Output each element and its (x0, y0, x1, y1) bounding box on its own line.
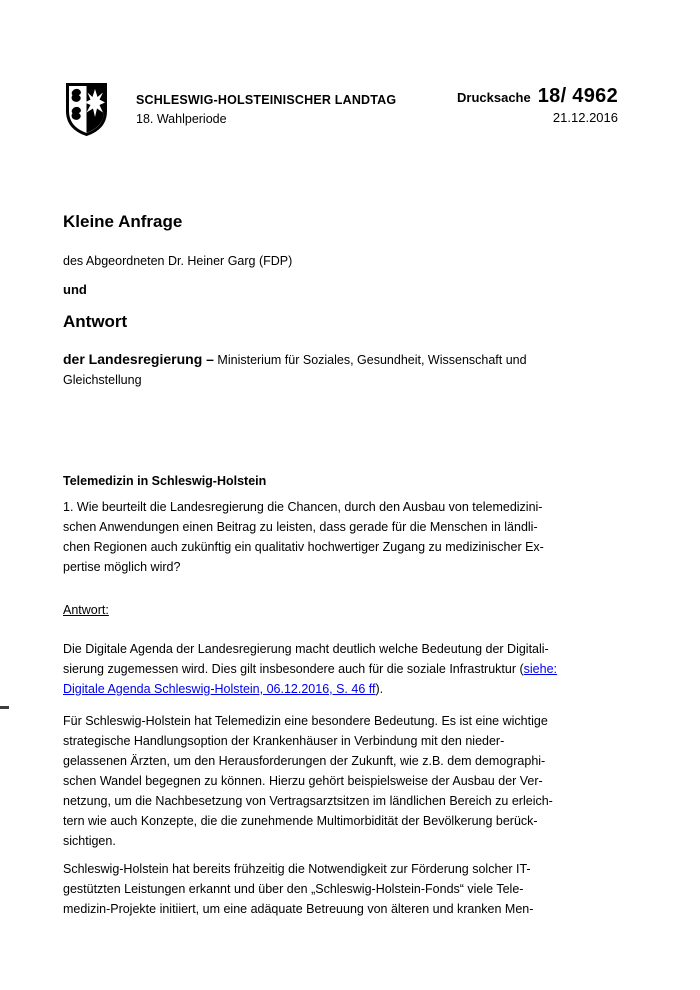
answer-author-bold: der Landesregierung – (63, 351, 214, 367)
text-line: Schleswig-Holstein hat bereits frühzeitig die Notwendigkeit zur Förderung solcher IT- (63, 862, 531, 876)
section-heading: Telemedizin in Schleswig-Holstein (63, 474, 267, 488)
text-line (63, 659, 637, 679)
title-block (63, 211, 637, 390)
request-title: Kleine Anfrage (63, 212, 183, 231)
answer-paragraph-2 (63, 711, 637, 851)
text-line: pertise möglich wird? (63, 560, 181, 574)
text-line: tern wie auch Konzepte, die die zunehmende Multimorbidität der Bevölkerung berück- (63, 814, 538, 828)
answer-label: Antwort: (63, 603, 109, 617)
coat-of-arms-icon (65, 82, 108, 137)
document-body (63, 471, 637, 919)
legislative-term: 18. Wahlperiode (136, 112, 227, 126)
request-author: des Abgeordneten Dr. Heiner Garg (FDP) (63, 254, 293, 268)
answer-author-ministry: Ministerium für Soziales, Gesundheit, Wissenschaft und (217, 353, 527, 367)
text-line: schen Anwendungen einen Beitrag zu leisten, dass gerade für die Menschen in ländli- (63, 520, 538, 534)
doc-date: 21.12.2016 (552, 110, 618, 125)
text-line: schen Wandel begegnen zu können. Hierzu gehört beispielsweise der Ausbau der Ver- (63, 774, 543, 788)
text-line: Die Digitale Agenda der Landesregierung macht deutlich welche Bedeutung der Digitali- (63, 642, 549, 656)
text-segment: sierung zugemessen wird. Dies gilt insbesondere auch für die soziale Infrastruktur ( (63, 662, 524, 676)
text-line: sichtigen. (63, 834, 116, 848)
text-line: Für Schleswig-Holstein hat Telemedizin eine besondere Bedeutung. Es ist eine wichtige (63, 714, 548, 728)
doc-type-label: Drucksache (457, 90, 531, 105)
answer-author (63, 349, 637, 390)
text-line: strategische Handlungsoption der Krankenhäuser in Verbindung mit den nieder- (63, 734, 505, 748)
fold-mark (0, 706, 9, 709)
answer-title: Antwort (63, 312, 128, 331)
question-1 (63, 497, 637, 577)
text-segment: ). (375, 682, 384, 696)
answer-author-line2: Gleichstellung (63, 373, 142, 387)
answer-author-line1 (63, 349, 637, 370)
header-left (136, 82, 396, 129)
text-line: medizin-Projekte initiiert, um eine adäquate Betreuung von älteren und kranken Men- (63, 902, 534, 916)
header-right (457, 82, 618, 125)
answer-paragraph-3 (63, 859, 637, 919)
text-line: gelassenen Ärzten, um den Herausforderungen der Zukunft, wie z.B. dem demographi- (63, 754, 546, 768)
text-line: chen Regionen auch zukünftig ein qualitativ hochwertiger Zugang zu medizinischer Ex- (63, 540, 544, 554)
digitale-agenda-link-continued[interactable]: Digitale Agenda Schleswig-Holstein, 06.12.2016, S. 46 ff (63, 682, 376, 696)
document-header (65, 82, 618, 137)
digitale-agenda-link[interactable]: siehe: (523, 662, 557, 676)
conjunction-text: und (63, 282, 87, 297)
doc-number: 18/ 4962 (537, 85, 618, 107)
doc-number-line (457, 85, 618, 108)
text-line: netzung, um die Nachbesetzung von Vertragsarztsitzen im ländlichen Bereich zu erleich- (63, 794, 553, 808)
parliament-name: SCHLESWIG-HOLSTEINISCHER LANDTAG (136, 93, 397, 107)
answer-paragraph-1 (63, 639, 637, 699)
text-line: 1. Wie beurteilt die Landesregierung die Chancen, durch den Ausbau von telemedizini- (63, 500, 543, 514)
text-line: gestützten Leistungen erkannt und über den „Schleswig-Holstein-Fonds“ viele Tele- (63, 882, 524, 896)
text-line (63, 679, 637, 699)
